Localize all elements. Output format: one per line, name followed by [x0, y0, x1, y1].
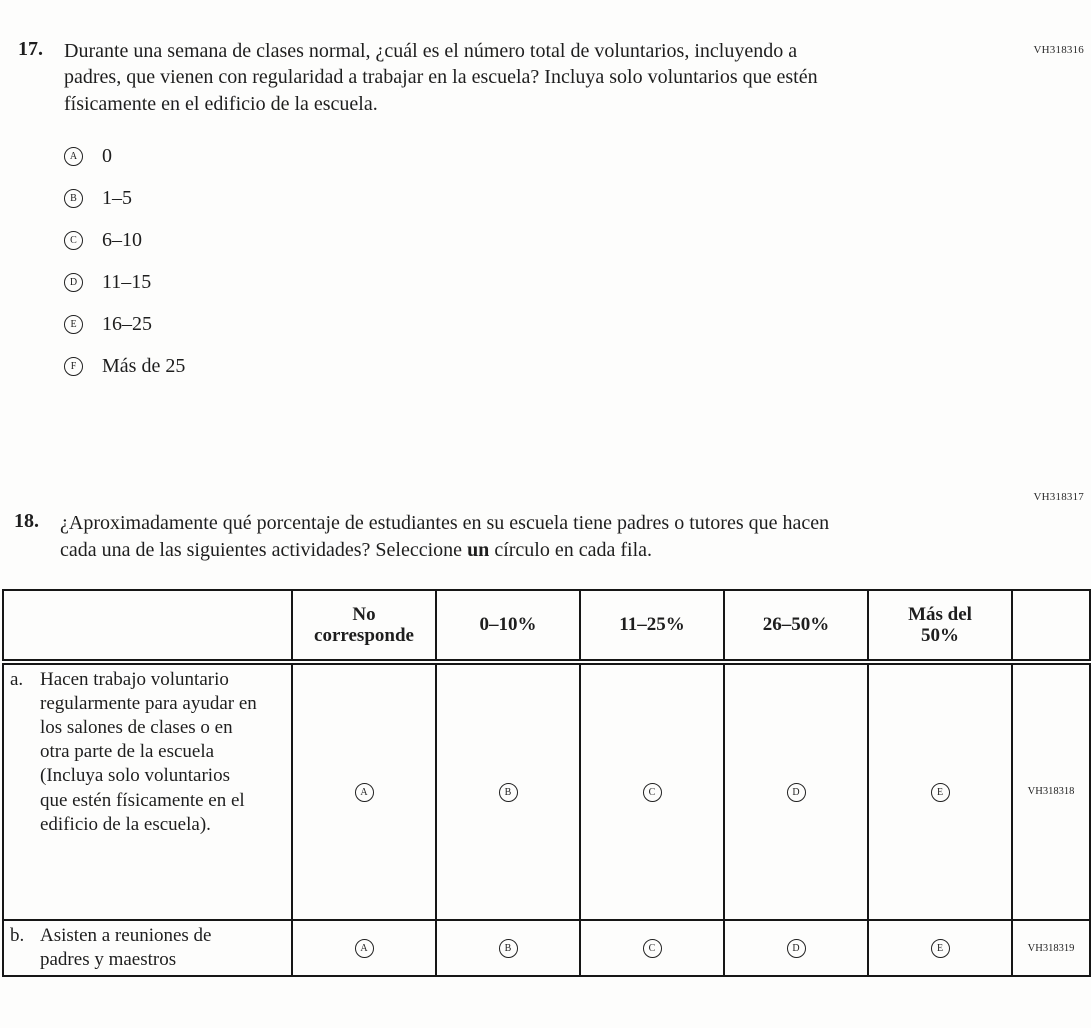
q17-option-f: [64, 355, 1091, 378]
q18-row-a-bubble-c[interactable]: C: [643, 783, 662, 802]
question-18-text-start: ¿Aproximadamente qué porcentaje de estudiantes en su escuela tiene padres o tutores que hacen cada una de las siguientes actividades? Seleccione: [60, 512, 830, 561]
q18-row-b-bubble-d[interactable]: D: [787, 939, 806, 958]
question-18-text-end: círculo en cada fila.: [489, 538, 652, 561]
q17-option-b: [64, 187, 1091, 210]
q18-row-b-prefix: b.: [10, 924, 25, 946]
header-blank: [3, 590, 292, 662]
q17-option-c: [64, 229, 1091, 252]
q18-row-b-bubble-b[interactable]: B: [499, 939, 518, 958]
q18-row-a-bubble-d[interactable]: D: [787, 783, 806, 802]
q17-answer-bubble-c[interactable]: C: [64, 231, 83, 250]
q17-answer-bubble-a[interactable]: A: [64, 147, 83, 166]
q17-option-d: [64, 271, 1091, 294]
question-18-number: 18.: [14, 510, 39, 533]
question-18-table: [2, 589, 1091, 977]
question-18-text-bold: un: [467, 538, 490, 561]
question-17-text: Durante una semana de clases normal, ¿cuál es el número total de voluntarios, incluyendo a padres, que vienen con regularidad a trabajar en la escuela? Incluya solo voluntarios que estén físicamente en el edificio de la escuela.: [64, 40, 818, 115]
q18-row-b-label: [3, 920, 292, 976]
q17-answer-bubble-e[interactable]: E: [64, 315, 83, 334]
q18-row-b-code: VH318319: [1012, 920, 1090, 976]
header-0-10: 0–10%: [436, 590, 580, 662]
q17-option-c-label: 6–10: [102, 229, 142, 252]
header-no-corresponde: No corresponde: [292, 590, 436, 662]
q17-option-d-label: 11–15: [102, 271, 152, 294]
q18-row-a-bubble-b[interactable]: B: [499, 783, 518, 802]
header-26-50: 26–50%: [724, 590, 868, 662]
question-17-options: [64, 145, 1091, 378]
q18-row-a-label: [3, 662, 292, 920]
q18-row-b-bubble-a[interactable]: A: [355, 939, 374, 958]
q18-row-a-code: VH318318: [1012, 662, 1090, 920]
questionnaire-page: [0, 38, 1091, 977]
q18-row-b: [3, 920, 1090, 976]
q17-option-b-label: 1–5: [102, 187, 132, 210]
q18-row-b-text: Asisten a reuniones de padres y maestros: [40, 924, 212, 971]
question-18: [0, 510, 1091, 563]
form-code-top: VH318316: [1033, 44, 1084, 56]
q17-answer-bubble-b[interactable]: B: [64, 189, 83, 208]
q18-row-a-text: Hacen trabajo voluntario regularmente para ayudar en los salones de clases o en otra parte de la escuela (Incluya solo voluntarios que estén físicamente en el edificio de la escuela).: [40, 668, 257, 835]
q17-option-f-label: Más de 25: [102, 355, 186, 378]
q17-option-a-label: 0: [102, 145, 112, 168]
header-11-25: 11–25%: [580, 590, 724, 662]
q17-answer-bubble-f[interactable]: F: [64, 357, 83, 376]
q17-answer-bubble-d[interactable]: D: [64, 273, 83, 292]
q18-row-b-bubble-e[interactable]: E: [931, 939, 950, 958]
q18-row-a-bubble-a[interactable]: A: [355, 783, 374, 802]
q18-row-a: [3, 662, 1090, 920]
q17-option-a: [64, 145, 1091, 168]
q18-row-a-bubble-e[interactable]: E: [931, 783, 950, 802]
table-header-row: [3, 590, 1090, 662]
header-code-blank: [1012, 590, 1090, 662]
q17-option-e: [64, 313, 1091, 336]
question-17: [0, 38, 1091, 397]
header-mas-del-50: Más del 50%: [868, 590, 1012, 662]
q17-option-e-label: 16–25: [102, 313, 152, 336]
q18-row-a-prefix: a.: [10, 668, 24, 690]
form-code-q18: VH318317: [1033, 491, 1084, 504]
question-18-text: [60, 510, 865, 563]
question-17-number: 17.: [18, 38, 43, 60]
q18-row-b-bubble-c[interactable]: C: [643, 939, 662, 958]
